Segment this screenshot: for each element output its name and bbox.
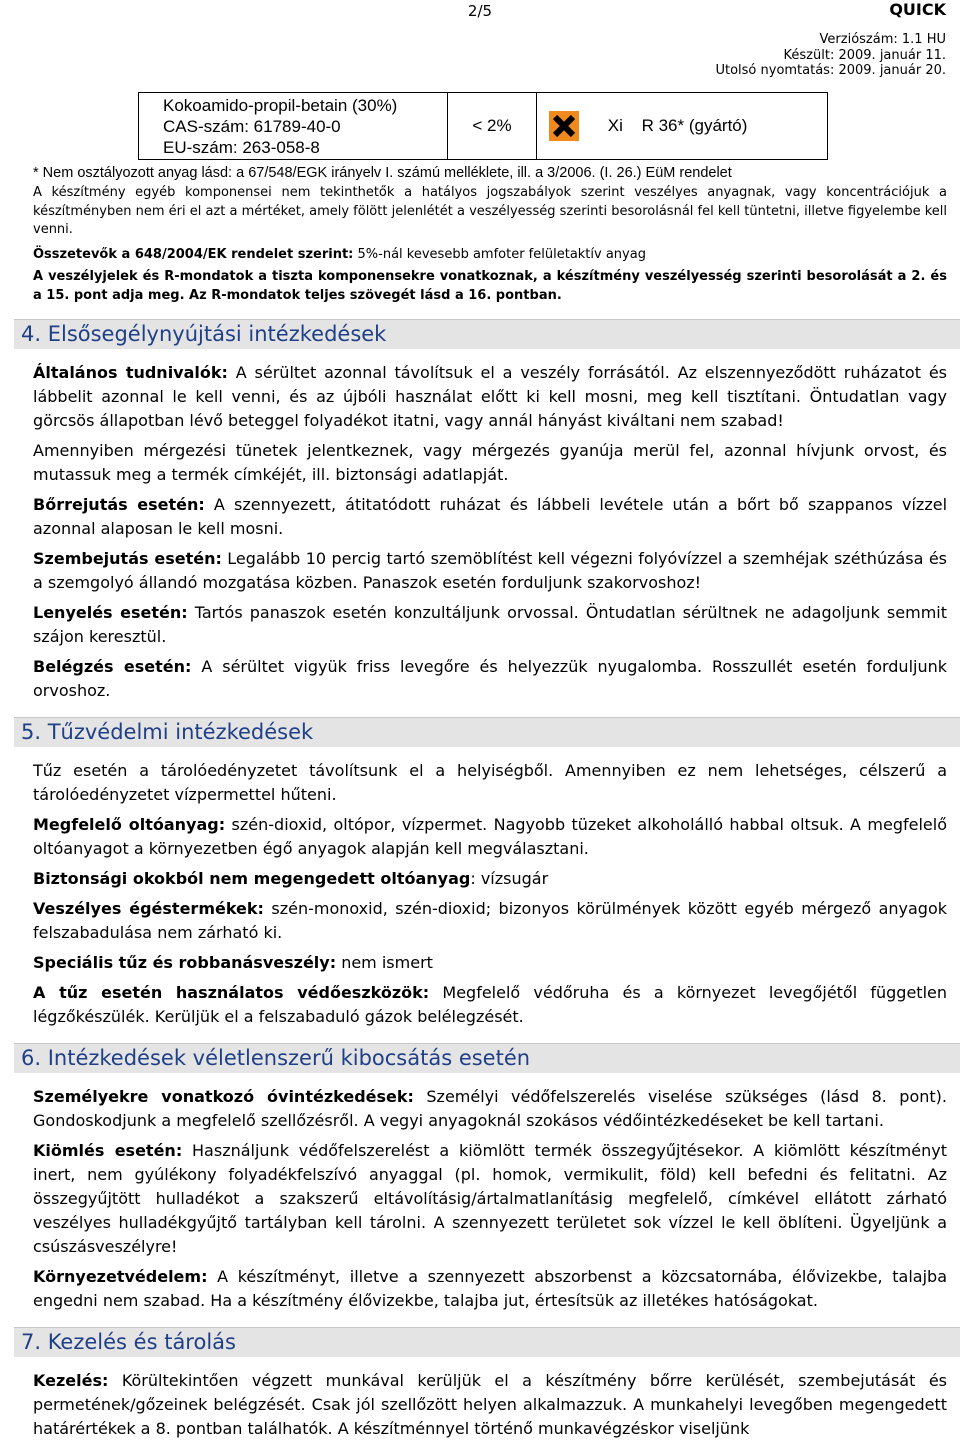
combustion-products: Veszélyes égéstermékek: szén-monoxid, szén-dioxid; bizonyos körülmények között egyéb mérgező anyagok felszabadulása nem zárható ki.: [33, 899, 947, 942]
inhalation: Belégzés esetén: A sérültet vigyük friss levegőre és helyezzük nyugalomba. Rosszullét esetén forduljunk orvoshoz.: [33, 657, 948, 700]
component-name: Kokoamido-propil-betain (30%): [163, 95, 398, 115]
component-identity: [139, 93, 448, 160]
page-number: 2/5: [467, 2, 493, 20]
poisoning-advice: Amennyiben mérgezési tünetek jelentkeznek, vagy mérgezés gyanúja merül fel, azonnal hívjunk orvost, és mutassuk meg a termék címkéjét, ill. biztonsági adatlapját.: [33, 441, 947, 484]
component-classification: [537, 93, 828, 160]
components-note: A készítmény egyéb komponensei nem tekinthetők a hatályos jogszabályok szerint veszélyes anyagnak, vagy koncentrációjuk a készítményben nem éri el azt a mértéket, amely fölött jelenlétét a veszélyesség szerinti besorolásnál fel kell tüntetni, illetve figyelembe kell venni.: [33, 185, 947, 237]
component-concentration: < 2%: [448, 93, 537, 160]
spill-response: Kiömlés esetén: Használjunk védőfelszerelést a kiömlött termék összegyűjtésekor. A kiömlött készítményt inert, nem gyúlékony folyadékfelszívó anyaggal (pl. homok, vermikulit, föld) kell befedni és felitatni. Az összegyűjtött hulladékot a szakszerű eltávolításig/ártalmatlanításig megfelelő, címkével ellátott zárható veszélyes hulladékgyűjtő tartályban kell tárolni. A szennyezett területet sok vízzel le kell öblíteni. Ügyeljünk a csúszásveszélyre!: [33, 1141, 947, 1256]
suitable-media: Megfelelő oltóanyag: szén-dioxid, oltópor, vízpermet. Nagyobb tüzeket alkoholálló habbal oltsuk. A megfelelő oltóanyagot a környezetben égő anyagok alapján kell megválasztani.: [33, 815, 947, 858]
section-7-title: 7. Kezelés és tárolás: [14, 1327, 960, 1357]
section-5-title: 5. Tűzvédelmi intézkedések: [14, 717, 960, 747]
skin-contact: Bőrrejutás esetén: A szennyezett, átitatódott ruházat és lábbeli levétele után a bőrt bő szappanos vízzel azonnal alaposan le kell mosni.: [33, 495, 948, 538]
ingestion: Lenyelés esetén: Tartós panaszok esetén konzultáljunk orvossal. Öntudatlan sérültnek ne adagoljunk semmit szájon keresztül.: [33, 603, 948, 646]
section-6-title: 6. Intézkedések véletlenszerű kibocsátás esetén: [14, 1043, 960, 1073]
ingredients-line: [33, 246, 947, 265]
component-cas: CAS-szám: 61789-40-0: [163, 116, 341, 136]
eye-contact: Szembejutás esetén: Legalább 10 percig tartó szemöblítést kell végezni folyóvízzel a szemhéjak széthúzása és a szemgolyó állandó mozgatása közben. Panaszok esetén forduljunk szakorvoshoz!: [33, 549, 948, 592]
handling: Kezelés: Körültekintően végzett munkával kerüljük el a készítmény bőrre kerülését, szembejutását és permetének/gőzeinek belégzését. Csak jól szellőzött helyen alkalmazzuk. A munkahelyi levegőben megengedett határértékek a 8. pontban találhatók. A készítménnyel történő munkavégzéskor viseljünk: [33, 1371, 947, 1438]
component-table: [138, 92, 828, 160]
environmental-precautions: Környezetvédelem: A készítményt, illetve a szennyezett abszorbenst a közcsatornába, élővizekbe, talajba engedni nem szabad. Ha a készítmény élővizekbe, talajba jut, értesítsük az illetékes hatóságokat.: [33, 1267, 947, 1310]
brand-name: QUICK: [889, 0, 946, 19]
general-advice: Általános tudnivalók: A sérültet azonnal távolítsuk el a veszély forrásától. Az elszennyeződött ruházatot és lábbelit azonnal le kell venni, és az újbóli használat előtt ki kell mosni, meg kell tisztítani. Öntudatlan vagy görcsös állapotban lévő beteggel folyadékot itatni, vagy annál hányást kiváltani nem szabad!: [33, 363, 948, 430]
component-eu: EU-szám: 263-058-8: [163, 137, 320, 157]
ingredients-text: 5%-nál kevesebb amfoter felületaktív anyag: [353, 246, 646, 262]
protective-equipment: A tűz esetén használatos védőeszközök: Megfelelő védőruha és a környezet levegőjétől független légzőkészülék. Kerüljük el a felszabaduló gázok belélegzését.: [33, 983, 947, 1026]
risk-phrase: R 36* (gyártó): [641, 116, 748, 135]
hazard-note: A veszélyjelek és R-mondatok a tiszta komponensekre vonatkoznak, a készítmény veszélyesség szerinti besorolását a 2. és a 15. pont adja meg. Az R-mondatok teljes szövegét lásd a 16. pontban.: [33, 269, 947, 303]
special-hazard: Speciális tűz és robbanásveszély: nem ismert: [33, 953, 433, 972]
created-date: Készült: 2009. január 11.: [783, 47, 946, 63]
ingredients-label: Összetevők a 648/2004/EK rendelet szerint:: [33, 246, 354, 262]
fire-general: Tűz esetén a tárolóedényzetet távolítsunk el a helyiségből. Amennyiben ez nem lehetséges, célszerű a tárolóedényzetet vízpermettel hűteni.: [33, 761, 947, 804]
table-row: [139, 93, 828, 160]
document-meta: [715, 32, 946, 79]
unsuitable-media: Biztonsági okokból nem megengedett oltóanyag: vízsugár: [33, 869, 549, 888]
version-number: Verziószám: 1.1 HU: [819, 32, 946, 47]
document-body: [21, 162, 948, 1447]
hazard-symbol: Xi: [607, 116, 623, 135]
xi-hazard-icon: [549, 111, 579, 141]
printed-date: Utolsó nyomtatás: 2009. január 20.: [715, 63, 946, 78]
section-4-title: 4. Elsősegélynyújtási intézkedések: [14, 319, 960, 349]
personal-precautions: Személyekre vonatkozó óvintézkedések: Személyi védőfelszerelés viselése szükséges (lásd 8. pont). Gondoskodjunk a megfelelő szellőzésről. A vegyi anyagoknál szokásos védőintézkedéseket be kell tartani.: [33, 1087, 947, 1130]
footnote: * Nem osztályozott anyag lásd: a 67/548/EGK irányelv I. számú melléklete, ill. a 3/2006. (I. 26.) EüM rendelet: [33, 165, 732, 181]
